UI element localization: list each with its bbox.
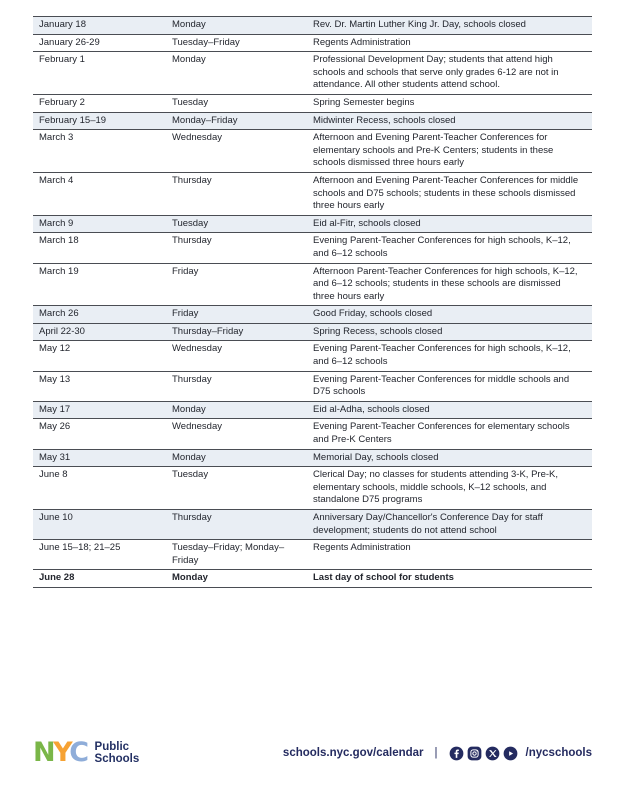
logo-wordmark — [95, 741, 140, 765]
event-cell: Afternoon Parent-Teacher Conferences for high schools, K–12, and 6–12 schools; students in these schools are dismissed three hours early — [307, 263, 592, 306]
x-icon[interactable] — [485, 746, 500, 761]
date-cell: June 28 — [33, 570, 166, 588]
event-cell: Afternoon and Evening Parent-Teacher Conferences for middle schools and D75 schools; students in these schools dismissed three hours early — [307, 172, 592, 215]
date-cell: March 9 — [33, 215, 166, 233]
day-cell: Thursday–Friday — [166, 323, 307, 341]
separator-pipe: | — [434, 747, 438, 759]
day-cell: Friday — [166, 306, 307, 324]
table-row — [33, 540, 592, 570]
event-cell: Regents Administration — [307, 34, 592, 52]
table-row — [33, 401, 592, 419]
date-cell: April 22-30 — [33, 323, 166, 341]
calendar-url[interactable]: schools.nyc.gov/calendar — [282, 747, 424, 759]
date-cell: March 19 — [33, 263, 166, 306]
table-row — [33, 34, 592, 52]
date-cell: March 18 — [33, 233, 166, 263]
event-cell: Anniversary Day/Chancellor's Conference Day for staff development; students do not attend school — [307, 510, 592, 540]
date-cell: March 4 — [33, 172, 166, 215]
table-row — [33, 449, 592, 467]
table-row — [33, 263, 592, 306]
footer — [33, 734, 592, 772]
social-icons — [449, 746, 518, 761]
day-cell: Tuesday — [166, 467, 307, 510]
date-cell: February 1 — [33, 52, 166, 95]
day-cell: Monday — [166, 17, 307, 35]
table-row — [33, 371, 592, 401]
calendar-table — [33, 16, 592, 588]
facebook-icon[interactable] — [449, 746, 464, 761]
day-cell: Monday — [166, 401, 307, 419]
nyc-public-schools-logo — [33, 737, 140, 768]
table-row — [33, 341, 592, 371]
table-row — [33, 570, 592, 588]
event-cell: Good Friday, schools closed — [307, 306, 592, 324]
table-row — [33, 467, 592, 510]
date-cell: January 26-29 — [33, 34, 166, 52]
instagram-icon[interactable] — [467, 746, 482, 761]
table-row — [33, 419, 592, 449]
table-row — [33, 94, 592, 112]
table-row — [33, 17, 592, 35]
day-cell: Monday — [166, 570, 307, 588]
logo-wordmark-line2: Schools — [94, 753, 140, 765]
day-cell: Tuesday–Friday — [166, 34, 307, 52]
logo-wordmark-line1: Public — [94, 741, 130, 753]
day-cell: Tuesday — [166, 94, 307, 112]
date-cell: March 3 — [33, 130, 166, 173]
day-cell: Thursday — [166, 371, 307, 401]
nyc-logo-letters — [33, 737, 87, 768]
event-cell: Evening Parent-Teacher Conferences for high schools, K–12, and 6–12 schools — [307, 233, 592, 263]
date-cell: January 18 — [33, 17, 166, 35]
event-cell: Memorial Day, schools closed — [307, 449, 592, 467]
event-cell: Clerical Day; no classes for students attending 3-K, Pre-K, elementary schools, middle schools, K–12 schools, and standalone D75 programs — [307, 467, 592, 510]
event-cell: Spring Semester begins — [307, 94, 592, 112]
date-cell: June 15–18; 21–25 — [33, 540, 166, 570]
date-cell: June 8 — [33, 467, 166, 510]
day-cell: Wednesday — [166, 341, 307, 371]
date-cell: February 2 — [33, 94, 166, 112]
day-cell: Monday — [166, 449, 307, 467]
date-cell: May 26 — [33, 419, 166, 449]
event-cell: Midwinter Recess, schools closed — [307, 112, 592, 130]
date-cell: May 12 — [33, 341, 166, 371]
event-cell: Afternoon and Evening Parent-Teacher Conferences for elementary schools and Pre-K Centers; students in these schools dismissed three hours early — [307, 130, 592, 173]
date-cell: February 15–19 — [33, 112, 166, 130]
table-row — [33, 215, 592, 233]
day-cell: Wednesday — [166, 419, 307, 449]
social-handle[interactable]: /nycschools — [525, 747, 592, 759]
day-cell: Thursday — [166, 233, 307, 263]
day-cell: Friday — [166, 263, 307, 306]
day-cell: Tuesday — [166, 215, 307, 233]
event-cell: Evening Parent-Teacher Conferences for elementary schools and Pre-K Centers — [307, 419, 592, 449]
event-cell: Last day of school for students — [307, 570, 592, 588]
table-row — [33, 130, 592, 173]
day-cell: Monday–Friday — [166, 112, 307, 130]
date-cell: May 13 — [33, 371, 166, 401]
event-cell: Eid al-Adha, schools closed — [307, 401, 592, 419]
date-cell: March 26 — [33, 306, 166, 324]
day-cell: Wednesday — [166, 130, 307, 173]
day-cell: Tuesday–Friday; Monday–Friday — [166, 540, 307, 570]
date-cell: June 10 — [33, 510, 166, 540]
table-row — [33, 172, 592, 215]
logo-letter-y: Y — [53, 737, 70, 768]
date-cell: May 17 — [33, 401, 166, 419]
day-cell: Thursday — [166, 510, 307, 540]
event-cell: Rev. Dr. Martin Luther King Jr. Day, schools closed — [307, 17, 592, 35]
logo-letter-n: N — [33, 737, 54, 768]
day-cell: Thursday — [166, 172, 307, 215]
event-cell: Professional Development Day; students that attend high schools and schools that serve only grades 6-12 are not in attendance. All other students attend school. — [307, 52, 592, 95]
date-cell: May 31 — [33, 449, 166, 467]
event-cell: Regents Administration — [307, 540, 592, 570]
table-row — [33, 323, 592, 341]
table-row — [33, 306, 592, 324]
youtube-icon[interactable] — [503, 746, 518, 761]
table-row — [33, 510, 592, 540]
footer-links — [283, 746, 592, 761]
logo-letter-c: C — [69, 737, 87, 768]
event-cell: Spring Recess, schools closed — [307, 323, 592, 341]
event-cell: Evening Parent-Teacher Conferences for middle schools and D75 schools — [307, 371, 592, 401]
event-cell: Eid al-Fitr, schools closed — [307, 215, 592, 233]
day-cell: Monday — [166, 52, 307, 95]
table-row — [33, 233, 592, 263]
table-row — [33, 52, 592, 95]
table-row — [33, 112, 592, 130]
event-cell: Evening Parent-Teacher Conferences for high schools, K–12, and 6–12 schools — [307, 341, 592, 371]
